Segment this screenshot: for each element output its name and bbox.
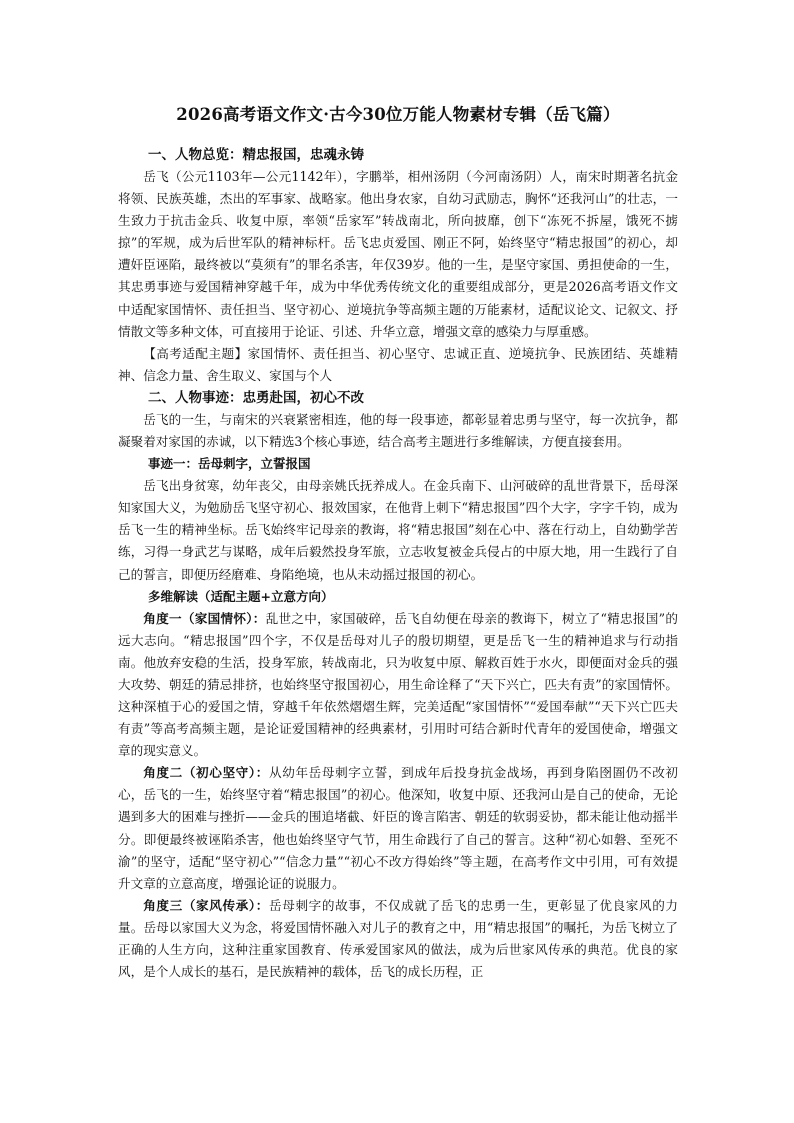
section1-heading: 一、人物总览：精忠报国，忠魂永铸 [148,147,364,163]
angle1-lead: 角度一（家国情怀）： [143,610,266,626]
angle2-lead: 角度二（初心坚守）： [143,765,270,781]
event1-body: 岳飞出身贫寒，幼年丧父，由母亲姚氏抚养成人。在金兵南下、山河破碎的乱世背景下，岳母深知家国大义，为勉励岳飞坚守初心、报效国家，在他背上刺下“精忠报国”四个大字，字字千钧，成为岳飞一生的精神坐标。岳飞始终牢记母亲的教诲，将“精忠报国”刻在心中、落在行动上，自幼勤学苦练，习得一身武艺与谋略，成年后毅然投身军旅，立志收复被金兵侵占的中原大地，用一生践行了自己的誓言，即便历经磨难、身陷绝境，也从未动摇过报国的初心。 [118,478,678,582]
angle2-body: 从幼年岳母刺字立誓，到成年后投身抗金战场，再到身陷囹圄仍不改初心，岳飞的一生，始终坚守着“精忠报国”的初心。他深知，收复中原、还我河山是自己的使命，无论遇到多大的困难与挫折——金兵的围追堵截、奸臣的谗言陷害、朝廷的软弱妥协，都未能让他动摇半分。即便最终被诬陷杀害，他也始终坚守气节，用生命践行了自己的誓言。这种“初心如磐、至死不渝”的坚守，适配“坚守初心”“信念力量”“初心不改方得始终”等主题，在高考作文中引用，可有效提升文章的立意高度，增强论证的说服力。 [118,765,679,891]
event1-heading: 事迹一：岳母刺字，立誓报国 [148,456,311,472]
angle1-body: 乱世之中，家国破碎，岳飞自幼便在母亲的教诲下，树立了“精忠报国”的远大志向。“精忠报国”四个字，不仅是岳母对儿子的殷切期望，更是岳飞一生的精神追求与行动指南。他放弃安稳的生活，投身军旅，转战南北，只为收复中原、解救百姓于水火，即便面对金兵的强大攻势、朝廷的猜忌排挤，也始终坚守报国初心，用生命诠释了“天下兴亡，匹夫有责”的家国情怀。这种深植于心的爱国之情，穿越千年依然熠熠生辉，完美适配“家国情怀”“爱国奉献”“天下兴亡匹夫有责”等高考高频主题，是论证爱国精神的经典素材，引用时可结合新时代青年的爱国使命，增强文章的现实意义。 [118,610,678,759]
document-page [118,104,678,983]
section2-heading: 二、人物事迹：忠勇赴国，初心不改 [148,389,364,406]
angle2-paragraph [118,762,678,895]
document-title: 2026高考语文作文·古今30位万能人物素材专辑（岳飞篇） [176,105,620,124]
angle3-paragraph [118,895,678,983]
angle3-lead: 角度三（家风传承）： [143,897,270,913]
section2-intro: 岳飞的一生，与南宋的兴衰紧密相连，他的每一段事迹，都彰显着忠勇与坚守，每一次抗争，都凝聚着对家国的赤诚，以下精选3个核心事迹，结合高考主题进行多维解读，方便直接套用。 [118,411,678,450]
analysis-heading: 多维解读（适配主题+立意方向） [148,588,334,604]
angle3-body: 岳母刺字的故事，不仅成就了岳飞的忠勇一生，更彰显了优良家风的力量。岳母以家国大义为念，将爱国情怀融入对儿子的教育之中，用“精忠报国”的嘱托，为岳飞树立了正确的人生方向，这种注重家国教育、传承爱国家风的做法，成为后世家风传承的典范。优良的家风，是个人成长的基石，是民族精神的载体，岳飞的成长历程，正 [118,897,679,980]
angle1-paragraph [118,608,678,763]
section1-intro: 岳飞（公元1103年—公元1142年），字鹏举，相州汤阴（今河南汤阴）人，南宋时期著名抗金将领、民族英雄，杰出的军事家、战略家。他出身农家，自幼习武励志，胸怀“还我河山”的壮志，一生致力于抗击金兵、收复中原，率领“岳家军”转战南北，所向披靡，创下“冻死不拆屋，饿死不掳掠”的军规，成为后世军队的精神标杆。岳飞忠贞爱国、刚正不阿，始终坚守“精忠报国”的初心，却遭奸臣诬陷，最终被以“莫须有”的罪名杀害，年仅39岁。他的一生，是坚守家国、勇担使命的一生，其忠勇事迹与爱国精神穿越千年，成为中华优秀传统文化的重要组成部分，更是2026高考语文作文中适配家国情怀、责任担当、坚守初心、逆境抗争等高频主题的万能素材，适配议论文、记叙文、抒情散文等多种文体，可直接用于论证、引述、升华立意，增强文章的感染力与厚重感。 [118,169,678,339]
section1-themes: 【高考适配主题】家国情怀、责任担当、初心坚守、忠诚正直、逆境抗争、民族团结、英雄精神、信念力量、舍生取义、家国与个人 [118,345,678,383]
